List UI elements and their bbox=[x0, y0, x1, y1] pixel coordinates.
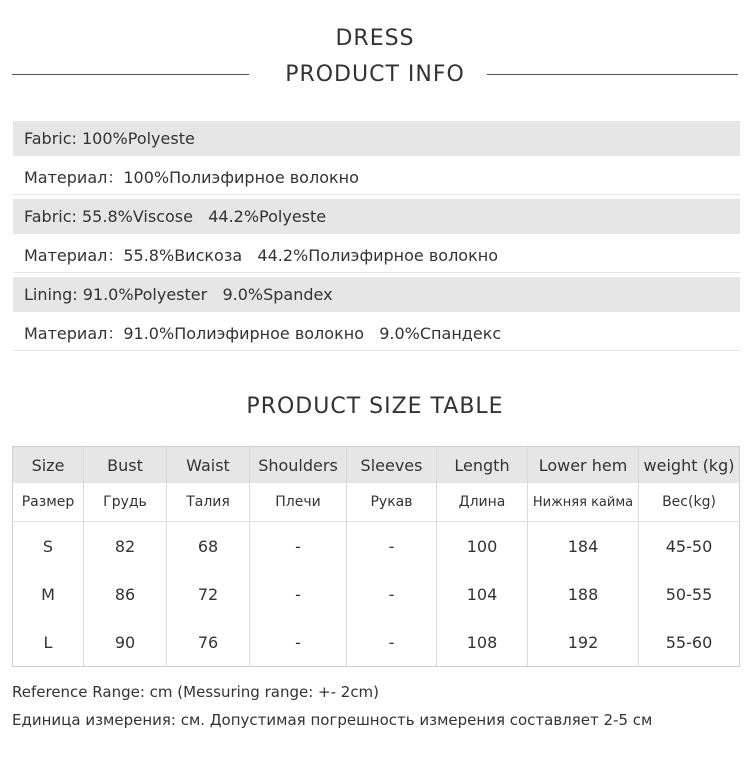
table-cell: L bbox=[13, 618, 84, 667]
header-cell: Плечи bbox=[250, 483, 347, 522]
header-cell: Размер bbox=[13, 483, 84, 522]
table-cell: - bbox=[347, 522, 437, 571]
measurement-unit-note: Единица измерения: см. Допустимая погрешность измерения составляет 2-5 см bbox=[12, 711, 653, 729]
material-row: Материал：100%Полиэфирное волокно bbox=[13, 160, 740, 195]
materials-list bbox=[13, 121, 740, 355]
table-row bbox=[13, 570, 740, 618]
table-cell: - bbox=[250, 618, 347, 667]
material-row: Материал：55.8%Вискоза 44.2%Полиэфирное волокно bbox=[13, 238, 740, 273]
table-cell: 68 bbox=[167, 522, 250, 571]
table-cell: 45-50 bbox=[639, 522, 740, 571]
header-cell: weight (kg) bbox=[639, 447, 740, 484]
table-cell: 90 bbox=[84, 618, 167, 667]
header-cell: Нижняя кайма bbox=[528, 483, 639, 522]
table-cell: 104 bbox=[437, 570, 528, 618]
table-row bbox=[13, 522, 740, 571]
table-cell: 82 bbox=[84, 522, 167, 571]
table-cell: 72 bbox=[167, 570, 250, 618]
header-cell: Length bbox=[437, 447, 528, 484]
table-cell: M bbox=[13, 570, 84, 618]
header-cell: Sleeves bbox=[347, 447, 437, 484]
section-title-product-info: PRODUCT INFO bbox=[285, 62, 465, 87]
table-row bbox=[13, 618, 740, 667]
table-cell: - bbox=[250, 570, 347, 618]
table-cell: 50-55 bbox=[639, 570, 740, 618]
header-row-ru bbox=[13, 483, 740, 522]
material-row: Fabric: 55.8%Viscose 44.2%Polyeste bbox=[13, 199, 740, 234]
table-cell: 184 bbox=[528, 522, 639, 571]
header-cell: Lower hem bbox=[528, 447, 639, 484]
table-cell: 188 bbox=[528, 570, 639, 618]
header-cell: Грудь bbox=[84, 483, 167, 522]
header-cell: Вес(kg) bbox=[639, 483, 740, 522]
header-cell: Длина bbox=[437, 483, 528, 522]
header-cell: Size bbox=[13, 447, 84, 484]
header-cell: Shoulders bbox=[250, 447, 347, 484]
divider-right bbox=[487, 74, 738, 75]
product-title: DRESS bbox=[335, 26, 415, 51]
product-info-heading bbox=[0, 60, 750, 92]
table-cell: 192 bbox=[528, 618, 639, 667]
material-row: Материал：91.0%Полиэфирное волокно 9.0%Спандекс bbox=[13, 316, 740, 351]
header-cell: Bust bbox=[84, 447, 167, 484]
table-cell: - bbox=[347, 618, 437, 667]
section-title-size-table: PRODUCT SIZE TABLE bbox=[246, 394, 504, 419]
table-cell: - bbox=[347, 570, 437, 618]
header-cell: Рукав bbox=[347, 483, 437, 522]
table-cell: 100 bbox=[437, 522, 528, 571]
size-table bbox=[12, 446, 740, 667]
material-row: Fabric: 100%Polyeste bbox=[13, 121, 740, 156]
header-cell: Waist bbox=[167, 447, 250, 484]
table-cell: S bbox=[13, 522, 84, 571]
table-cell: 86 bbox=[84, 570, 167, 618]
material-row: Lining: 91.0%Polyester 9.0%Spandex bbox=[13, 277, 740, 312]
table-cell: 55-60 bbox=[639, 618, 740, 667]
header-cell: Талия bbox=[167, 483, 250, 522]
table-cell: - bbox=[250, 522, 347, 571]
table-cell: 76 bbox=[167, 618, 250, 667]
table-cell: 108 bbox=[437, 618, 528, 667]
header-row-en bbox=[13, 447, 740, 484]
reference-range-note: Reference Range: cm (Messuring range: +- 2cm) bbox=[12, 683, 380, 701]
